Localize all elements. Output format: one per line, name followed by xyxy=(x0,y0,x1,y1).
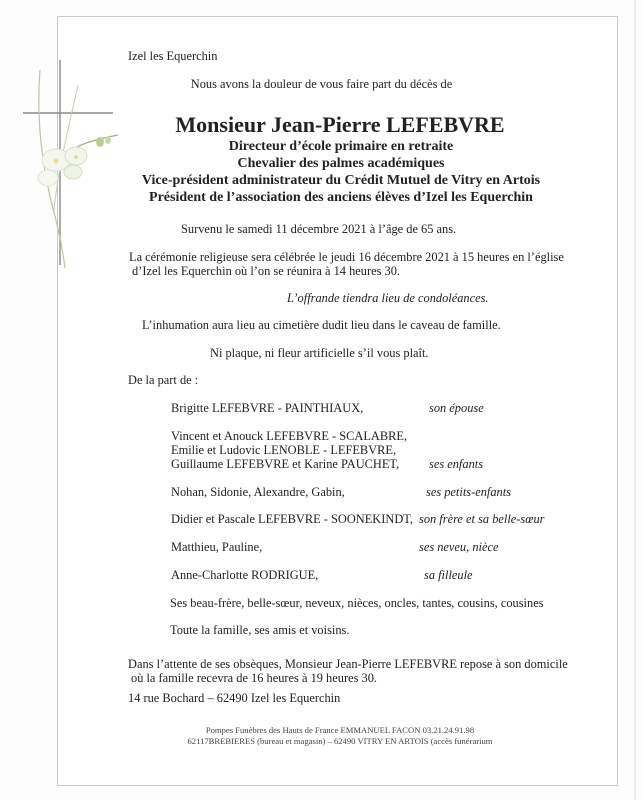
family-name: Nohan, Sidonie, Alexandre, Gabin, xyxy=(171,485,345,499)
family-name: Emilie et Ludovic LENOBLE - LEFEBVRE, xyxy=(171,443,397,457)
family-relation: sa filleule xyxy=(424,568,473,582)
title-line-2: Chevalier des palmes académiques xyxy=(237,156,445,171)
family-name: Brigitte LEFEBVRE - PAINTHIAUX, xyxy=(171,401,364,415)
family-relation: son épouse xyxy=(429,401,484,415)
ceremony-line-1: La cérémonie religieuse sera célébrée le jeudi 16 décembre 2021 à 15 heures en l’église xyxy=(129,250,564,264)
family-name: Matthieu, Pauline, xyxy=(171,540,263,554)
flowers-note: Ni plaque, ni fleur artificielle s’il vous plaît. xyxy=(210,346,429,360)
rest-line-1: Dans l’attente de ses obsèques, Monsieur Jean-Pierre LEFEBVRE repose à son domicile xyxy=(128,657,568,671)
deceased-name: Monsieur Jean-Pierre LEFEBVRE xyxy=(175,112,505,137)
place-heading: Izel les Equerchin xyxy=(128,49,218,63)
burial-note: L’inhumation aura lieu au cimetière dudit lieu dans le caveau de famille. xyxy=(142,318,501,332)
title-line-4: Président de l’association des anciens élèves d’Izel les Equerchin xyxy=(149,190,533,205)
home-address: 14 rue Bochard – 62490 Izel les Equerchin xyxy=(128,691,341,705)
death-notice: Survenu le samedi 11 décembre 2021 à l’âge de 65 ans. xyxy=(181,222,457,236)
extended-family: Ses beau-frère, belle-sœur, neveux, nièces, oncles, tantes, cousins, cousines xyxy=(170,596,544,610)
offering-note: L’offrande tiendra lieu de condoléances. xyxy=(287,291,489,305)
family-name: Didier et Pascale LEFEBVRE - SOONEKINDT, xyxy=(171,512,414,526)
family-relation: ses petits-enfants xyxy=(426,485,512,499)
family-name: Guillaume LEFEBVRE et Karine PAUCHET, xyxy=(171,457,400,471)
family-relation: ses enfants xyxy=(429,457,484,471)
footer-line-2: 62117BREBIERES (bureau et magasin) – 62490 VITRY EN ARTOIS (accès funérarium xyxy=(187,736,493,746)
family-name: Vincent et Anouck LEFEBVRE - SCALABRE, xyxy=(171,429,408,443)
family-relation: ses neveu, nièce xyxy=(419,540,499,554)
rest-line-2: où la famille recevra de 16 heures à 19 heures 30. xyxy=(131,671,377,685)
family-relation: son frère et sa belle-sœur xyxy=(419,512,545,526)
title-line-1: Directeur d’école primaire en retraite xyxy=(228,139,454,154)
from-label: De la part de : xyxy=(128,373,199,387)
footer-line-1: Pompes Funèbres des Hauts de France EMMANUEL FACON 03.21.24.91.98 xyxy=(205,725,475,735)
family-name: Anne-Charlotte RODRIGUE, xyxy=(171,568,319,582)
friends-note: Toute la famille, ses amis et voisins. xyxy=(170,623,350,637)
title-line-3: Vice-président administrateur du Crédit Mutuel de Vitry en Artois xyxy=(141,173,541,188)
ceremony-line-2: d’Izel les Equerchin où l’on se réunira à 14 heures 30. xyxy=(132,264,401,278)
intro-text: Nous avons la douleur de vous faire part du décès de xyxy=(190,77,453,91)
